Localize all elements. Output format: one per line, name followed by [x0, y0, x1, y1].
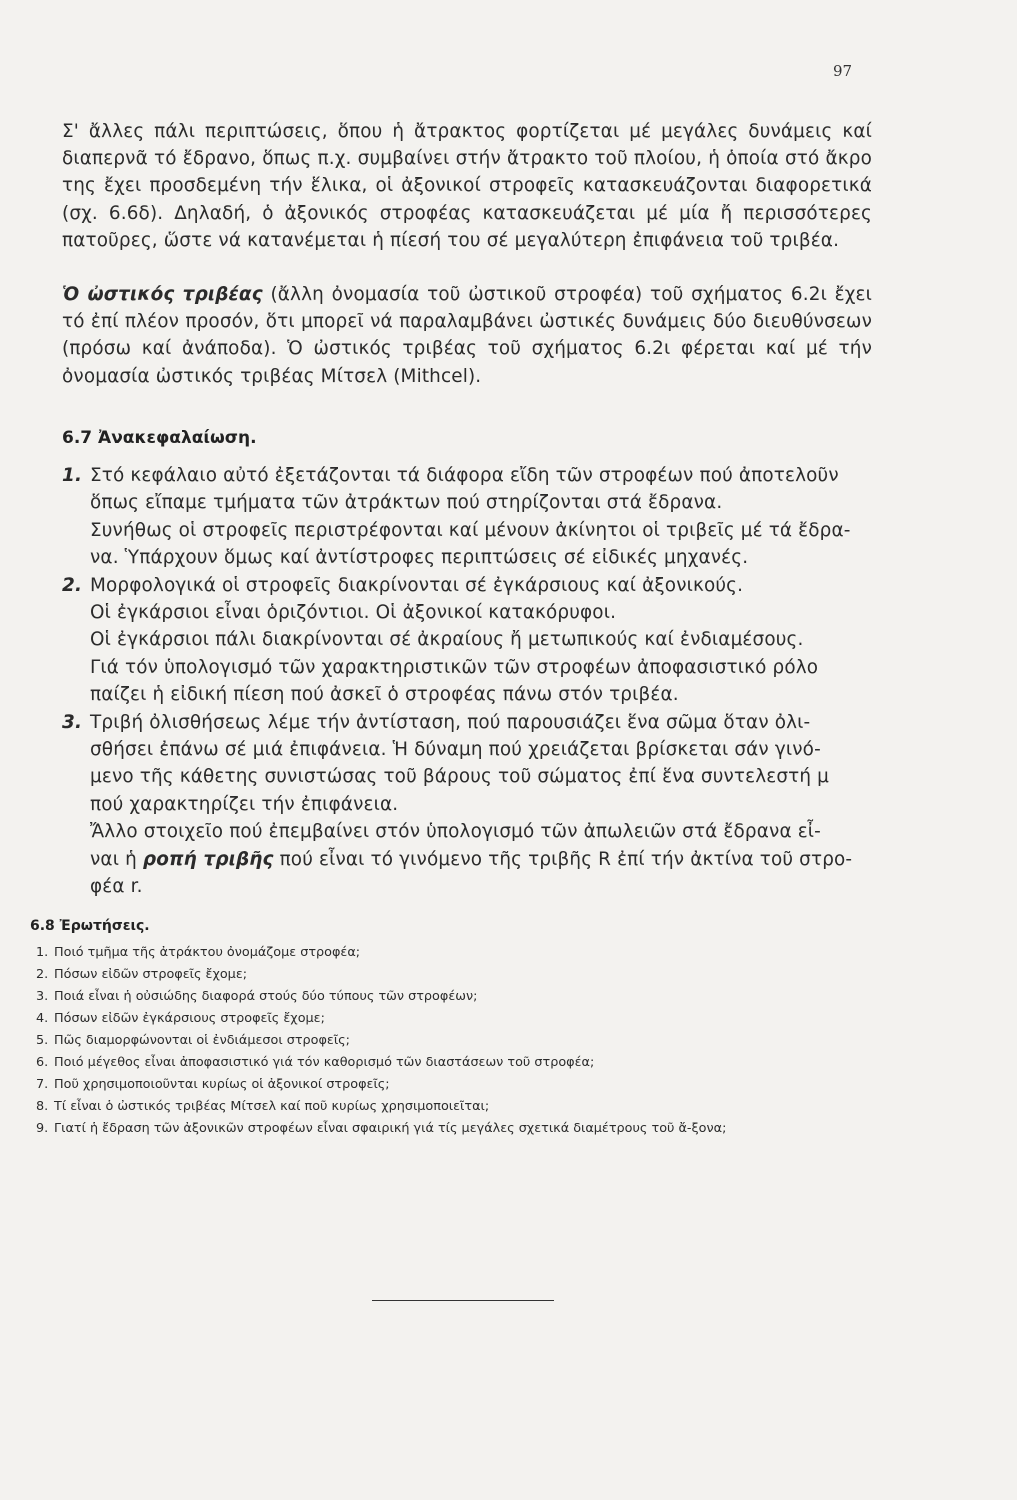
section-heading-summary: 6.7 Ἀνακεφαλαίωση.	[62, 428, 257, 448]
summary-line: σθήσει ἐπάνω σέ μιά ἐπιφάνεια. Ἡ δύναμη πού χρειάζεται βρίσκεται σάν γινό-	[90, 739, 821, 761]
question-text: Ποιά εἶναι ἡ οὐσιώδης διαφορά στούς δύο τύπους τῶν στροφέων;	[54, 989, 478, 1004]
question-number: 3.	[36, 989, 49, 1004]
summary-line: Ἄλλο στοιχεῖο πού ἐπεμβαίνει στόν ὑπολογισμό τῶν ἀπωλειῶν στά ἔδρανα εἶ-	[90, 821, 821, 843]
page-number: 97	[833, 62, 853, 80]
summary-line	[90, 846, 872, 873]
summary-line: μενο τῆς κάθετης συνιστώσας τοῦ βάρους τοῦ σώματος ἐπί ἕνα συντελεστή μ	[90, 766, 830, 788]
summary-line: Στό κεφάλαιο αὐτό ἐξετάζονται τά διάφορα εἴδη τῶν στροφέων πού ἀποτελοῦν	[90, 465, 839, 486]
question-number: 2.	[36, 967, 49, 982]
question-item	[36, 942, 876, 964]
summary-item	[62, 709, 872, 901]
question-number: 8.	[36, 1099, 49, 1114]
definition-term: Ὁ ὠστικός τριβέας	[62, 284, 263, 305]
section-heading-questions: 6.8 Ἐρωτήσεις.	[30, 918, 150, 934]
summary-list	[62, 462, 872, 901]
question-text: Ποιό τμῆμα τῆς ἀτράκτου ὀνομάζομε στροφέα;	[54, 945, 361, 960]
question-item	[36, 1118, 876, 1140]
summary-line: Συνήθως οἱ στροφεῖς περιστρέφονται καί μένουν ἀκίνητοι οἱ τριβεῖς μέ τά ἔδρα-	[90, 519, 851, 541]
summary-line-post: πού εἶναι τό γινόμενο τῆς τριβῆς R ἐπί τήν ἀκτίνα τοῦ στρο-	[273, 848, 853, 870]
question-number: 7.	[36, 1077, 49, 1092]
question-text: Γιατί ἡ ἔδραση τῶν ἀξονικῶν στροφέων εἶναι σφαιρική γιά τίς μεγάλες σχετικά διαμέτρους τοῦ ἄ-ξονα;	[54, 1121, 727, 1136]
definition-paragraph	[62, 281, 872, 390]
question-number: 9.	[36, 1121, 49, 1136]
intro-paragraph: Σ' ἄλλες πάλι περιπτώσεις, ὅπου ἡ ἄτρακτος φορτίζεται μέ μεγάλες δυνάμεις καί διαπερνᾶ τό ἔδρανο, ὅπως π.χ. συμβαίνει στήν ἄτρακτο τοῦ πλοίου, ἡ ὁποία στό ἄκρο της ἔχει προσδεμένη τήν ἕλικα, οἱ ἀξονικοί στροφεῖς κατασκευάζονται διαφορετικά (σχ. 6.6δ). Δηλαδή, ὁ ἀξονικός στροφέας κατασκευάζεται μέ μία ἤ περισσότερες πατοῦρες, ὥστε νά κατανέμεται ἡ πίεσή του σέ μεγαλύτερη ἐπιφάνεια τοῦ τριβέα.	[62, 121, 872, 251]
question-number: 5.	[36, 1033, 49, 1048]
question-item	[36, 1052, 876, 1074]
summary-item-number: 1.	[62, 465, 83, 486]
summary-line: να. Ὑπάρχουν ὅμως καί ἀντίστροφες περιπτώσεις σέ εἰδικές μηχανές.	[90, 547, 749, 569]
summary-line: Τριβή ὀλισθήσεως λέμε τήν ἀντίσταση, πού παρουσιάζει ἕνα σῶμα ὅταν ὀλι-	[90, 711, 811, 733]
summary-line-pre: ναι ἡ	[90, 848, 143, 870]
summary-item-number: 3.	[62, 711, 83, 733]
question-item	[36, 1074, 876, 1096]
summary-line: παίζει ἡ εἰδική πίεση πού ἀσκεῖ ὁ στροφέας πάνω στόν τριβέα.	[90, 684, 679, 706]
question-text: Τί εἶναι ὁ ὠστικός τριβέας Μίτσελ καί ποῦ κυρίως χρησιμοποιεῖται;	[54, 1099, 490, 1114]
summary-line: φέα r.	[90, 876, 143, 898]
question-text: Πόσων εἰδῶν στροφεῖς ἔχομε;	[54, 967, 248, 982]
footnote-rule	[372, 1300, 554, 1301]
question-item	[36, 1008, 876, 1030]
question-number: 1.	[36, 945, 49, 960]
question-item	[36, 1096, 876, 1118]
summary-item	[62, 572, 872, 709]
definition-text: (ἄλλη ὀνομασία τοῦ ὠστικοῦ στροφέα) τοῦ σχήματος 6.2ι ἔχει τό ἐπί πλέον προσόν, ὅτι μπορεῖ νά παραλαμβάνει ὠστικές δυνάμεις δύο διευθύνσεων (πρόσω καί ἀνάποδα). Ὁ ὠστικός τριβέας τοῦ σχήματος 6.2ι φέρεται καί μέ τήν ὀνομασία ὠστικός τριβέας Μίτσελ (Mithcel).	[62, 284, 872, 387]
summary-line: Μορφολογικά οἱ στροφεῖς διακρίνονται σέ ἐγκάρσιους καί ἀξονικούς.	[90, 574, 744, 596]
question-number: 6.	[36, 1055, 49, 1070]
summary-line: Οἱ ἐγκάρσιοι εἶναι ὁριζόντιοι. Οἱ ἀξονικοί κατακόρυφοι.	[90, 602, 617, 624]
summary-item-number: 2.	[62, 574, 83, 596]
summary-item	[62, 462, 872, 572]
question-text: Πόσων εἰδῶν ἐγκάρσιους στροφεῖς ἔχομε;	[54, 1011, 325, 1026]
question-item	[36, 986, 876, 1008]
friction-torque-term: ροπή τριβῆς	[142, 848, 274, 870]
question-item	[36, 1030, 876, 1052]
question-text: Πῶς διαμορφώνονται οἱ ἐνδιάμεσοι στροφεῖς;	[54, 1033, 350, 1048]
questions-list	[36, 942, 876, 1140]
question-text: Ποῦ χρησιμοποιοῦνται κυρίως οἱ ἀξονικοί στροφεῖς;	[54, 1077, 390, 1092]
summary-line: πού χαρακτηρίζει τήν ἐπιφάνεια.	[90, 793, 399, 815]
question-text: Ποιό μέγεθος εἶναι ἀποφασιστικό γιά τόν καθορισμό τῶν διαστάσεων τοῦ στροφέα;	[54, 1055, 595, 1070]
question-item	[36, 964, 876, 986]
question-number: 4.	[36, 1011, 49, 1026]
summary-line: Οἱ ἐγκάρσιοι πάλι διακρίνονται σέ ἀκραίους ἤ μετωπικούς καί ἐνδιαμέσους.	[90, 629, 804, 651]
summary-line: ὅπως εἴπαμε τμήματα τῶν ἀτράκτων πού στηρίζονται στά ἔδρανα.	[90, 492, 723, 514]
summary-line: Γιά τόν ὑπολογισμό τῶν χαρακτηριστικῶν τῶν στροφέων ἀποφασιστικό ρόλο	[90, 656, 819, 678]
